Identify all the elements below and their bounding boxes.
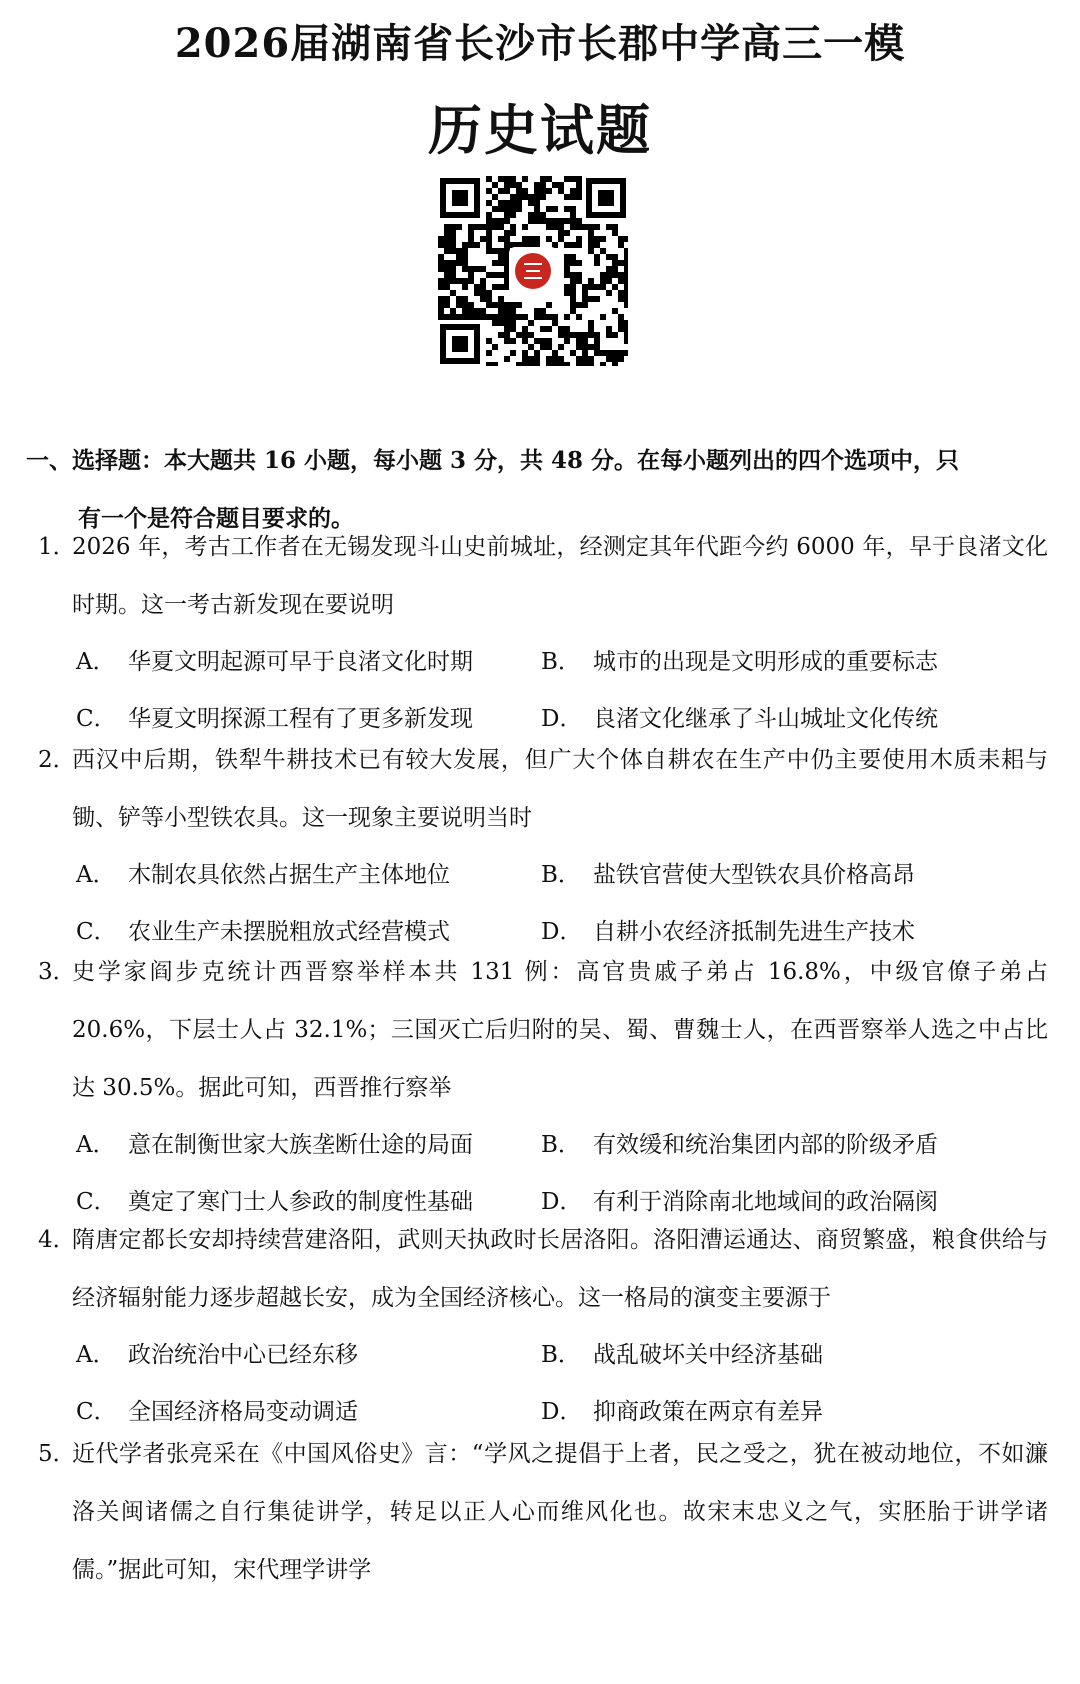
question-stem xyxy=(38,518,1048,634)
option-letter: D． xyxy=(541,1399,583,1425)
option-b xyxy=(541,847,915,904)
option-text: 农业生产未摆脱粗放式经营模式 xyxy=(128,919,450,945)
option-text: 政治统治中心已经东移 xyxy=(128,1342,358,1368)
qr-code-icon xyxy=(438,176,628,366)
question-stem xyxy=(38,943,1048,1117)
question-4 xyxy=(0,1211,1080,1441)
option-letter: A． xyxy=(76,1132,116,1158)
question-stem xyxy=(38,1425,1048,1599)
option-a xyxy=(76,1327,358,1384)
subject-title: 历史试题 xyxy=(428,98,652,162)
question-5 xyxy=(0,1425,1080,1599)
option-b xyxy=(541,1117,938,1174)
option-a xyxy=(76,1117,473,1174)
option-text: 木制农具依然占据生产主体地位 xyxy=(128,862,450,888)
question-stem xyxy=(38,1211,1048,1327)
option-row xyxy=(38,847,1048,904)
question-text: 西汉中后期，铁犁牛耕技术已有较大发展，但广大个体自耕农在生产中仍主要使用木质耒耜与锄、铲等小型铁农具。这一现象主要说明当时 xyxy=(72,747,1048,831)
question-text: 史学家阎步克统计西晋察举样本共 131 例：高官贵戚子弟占 16.8%，中级官僚子弟占 20.6%，下层士人占 32.1%；三国灭亡后归附的吴、蜀、曹魏士人，在西晋察举人选之中占比达 30.5%。据此可知，西晋推行察举 xyxy=(72,959,1048,1101)
question-1 xyxy=(0,518,1080,748)
option-b xyxy=(541,1327,823,1384)
option-list xyxy=(38,1327,1048,1441)
option-text: 良渚文化继承了斗山城址文化传统 xyxy=(593,706,938,732)
option-letter: D． xyxy=(541,706,583,732)
option-text: 全国经济格局变动调适 xyxy=(128,1399,358,1425)
option-letter: A． xyxy=(76,862,116,888)
option-letter: A． xyxy=(76,1342,116,1368)
question-text: 2026 年，考古工作者在无锡发现斗山史前城址，经测定其年代距今约 6000 年，早于良渚文化时期。这一考古新发现在要说明 xyxy=(72,534,1048,618)
option-a xyxy=(76,847,450,904)
question-3 xyxy=(0,943,1080,1231)
question-number: 5． xyxy=(38,1441,76,1467)
option-text: 自耕小农经济抵制先进生产技术 xyxy=(593,919,915,945)
option-b xyxy=(541,634,938,691)
question-number: 3． xyxy=(38,959,76,985)
section-heading-line2: 有一个是符合题目要求的。 xyxy=(78,505,354,532)
option-text: 战乱破坏关中经济基础 xyxy=(593,1342,823,1368)
question-text: 近代学者张亮采在《中国风俗史》言：“学风之提倡于上者，民之受之，犹在被动地位，不如濂洛关闽诸儒之自行集徒讲学，转足以正人心而维风化也。故宋末忠义之气，实胚胎于讲学诸儒。”据此可知，宋代理学讲学 xyxy=(72,1441,1048,1583)
option-letter: B． xyxy=(541,1132,581,1158)
option-text: 抑商政策在两京有差异 xyxy=(593,1399,823,1425)
option-letter: B． xyxy=(541,649,581,675)
option-row xyxy=(38,634,1048,691)
option-letter: C． xyxy=(76,1189,117,1215)
option-text: 城市的出现是文明形成的重要标志 xyxy=(593,649,938,675)
option-text: 奠定了寒门士人参政的制度性基础 xyxy=(128,1189,473,1215)
question-number: 1． xyxy=(38,534,76,560)
option-letter: B． xyxy=(541,862,581,888)
question-number: 4． xyxy=(38,1227,76,1253)
question-number: 2． xyxy=(38,747,76,773)
option-a xyxy=(76,634,473,691)
question-stem xyxy=(38,731,1048,847)
option-letter: A． xyxy=(76,649,116,675)
option-letter: B． xyxy=(541,1342,581,1368)
option-letter: C． xyxy=(76,706,117,732)
option-letter: C． xyxy=(76,1399,117,1425)
option-text: 华夏文明探源工程有了更多新发现 xyxy=(128,706,473,732)
option-row xyxy=(38,1327,1048,1384)
option-letter: D． xyxy=(541,919,583,945)
option-text: 有效缓和统治集团内部的阶级矛盾 xyxy=(593,1132,938,1158)
option-letter: D． xyxy=(541,1189,583,1215)
option-text: 意在制衡世家大族垄断仕途的局面 xyxy=(128,1132,473,1158)
option-row xyxy=(38,1117,1048,1174)
question-2 xyxy=(0,731,1080,961)
option-text: 盐铁官营使大型铁农具价格高昂 xyxy=(593,862,915,888)
section-heading-line1: 一、选择题：本大题共 16 小题，每小题 3 分，共 48 分。在每小题列出的四个选项中，只 xyxy=(26,447,960,474)
option-text: 有利于消除南北地域间的政治隔阂 xyxy=(593,1189,938,1215)
question-text: 隋唐定都长安却持续营建洛阳，武则天执政时长居洛阳。洛阳漕运通达、商贸繁盛，粮食供给与经济辐射能力逐步超越长安，成为全国经济核心。这一格局的演变主要源于 xyxy=(72,1227,1048,1311)
exam-title: 2026届湖南省长沙市长郡中学高三一模 xyxy=(174,20,906,67)
option-letter: C． xyxy=(76,919,117,945)
option-text: 华夏文明起源可早于良渚文化时期 xyxy=(128,649,473,675)
